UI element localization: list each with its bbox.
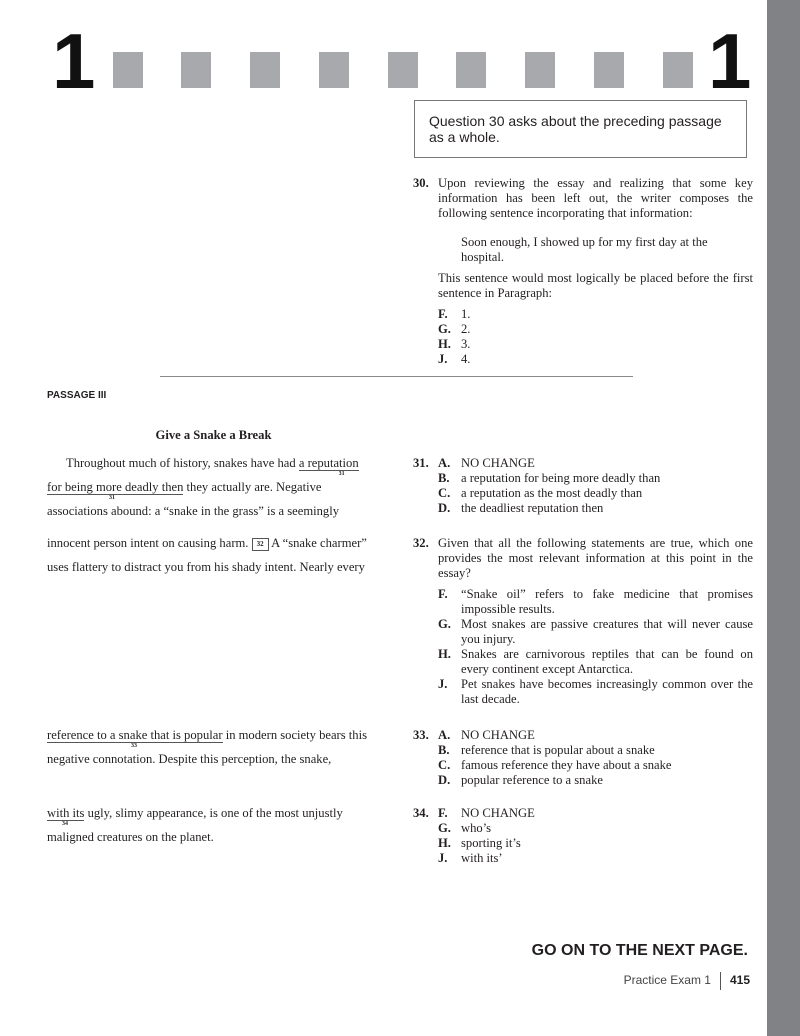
answer-option[interactable]: G. Most snakes are passive creatures that will never cause you injury. — [438, 617, 753, 646]
question-number: 30. — [413, 176, 429, 190]
page-number: 415 — [729, 973, 750, 988]
instruction-box: Question 30 asks about the preceding passage as a whole. — [414, 100, 747, 158]
passage-line: maligned creatures on the planet. — [47, 830, 214, 844]
divider-square — [388, 52, 418, 88]
answer-option[interactable]: F. NO CHANGE — [438, 806, 535, 820]
page-footer — [624, 972, 750, 990]
question-stem: Given that all the following statements are true, which one provides the most relevant information at this point in the essay? — [438, 536, 753, 580]
answer-option[interactable]: B. a reputation for being more deadly than — [438, 471, 661, 485]
question-number: 34. — [413, 806, 429, 820]
answer-option[interactable]: D. the deadliest reputation then — [438, 501, 604, 515]
question-number: 31. — [413, 456, 429, 470]
book-title: Practice Exam 1 — [623, 973, 711, 988]
footer-separator — [720, 972, 721, 990]
passage-line: innocent person intent on causing harm. 32 A “snake charmer” — [47, 536, 367, 550]
answer-option[interactable]: J. with its’ — [438, 851, 503, 865]
answer-option[interactable]: H. 3. — [438, 337, 471, 351]
answer-option[interactable]: D. popular reference to a snake — [438, 773, 603, 787]
divider-square — [181, 52, 211, 88]
underlined-33: reference to a snake that is popular 33 — [47, 728, 223, 749]
passage-line: Throughout much of history, snakes have had a reputation 31 — [66, 456, 359, 477]
passage-line: associations abound: a “snake in the grass” is a seemingly — [47, 504, 340, 518]
question-32 — [413, 536, 753, 707]
question-marker-32: 32 — [252, 538, 269, 551]
answer-option[interactable]: C. famous reference they have about a snake — [438, 758, 672, 772]
question-34 — [413, 806, 753, 866]
passage-title: Give a Snake a Break — [155, 428, 272, 442]
question-30 — [413, 176, 753, 367]
divider-square — [113, 52, 143, 88]
section-number-left: 1 — [52, 17, 92, 105]
divider-square — [525, 52, 555, 88]
question-number: 33. — [413, 728, 429, 742]
answer-option[interactable]: H. Snakes are carnivorous reptiles that can be found on every continent except Antarctica. — [438, 647, 753, 676]
passage-line: negative connotation. Despite this perception, the snake, — [47, 752, 332, 766]
answer-option[interactable]: F. “Snake oil” refers to fake medicine that promises impossible results. — [438, 587, 753, 616]
question-31 — [413, 456, 753, 516]
answer-option[interactable]: G. 2. — [438, 322, 471, 336]
passage-line: uses flattery to distract you from his shady intent. Nearly every — [47, 560, 365, 574]
divider-line — [160, 376, 633, 377]
section-number-right: 1 — [708, 17, 748, 105]
question-number: 32. — [413, 536, 429, 550]
answer-option[interactable]: J. Pet snakes have becomes increasingly common over the last decade. — [438, 677, 753, 706]
answer-option[interactable]: G. who’s — [438, 821, 492, 835]
divider-square — [594, 52, 624, 88]
passage-line: with its 34 ugly, slimy appearance, is one of the most unjustly — [47, 806, 343, 827]
inserted-sentence: Soon enough, I showed up for my first day at the hospital. — [461, 235, 708, 264]
answer-option[interactable]: A. NO CHANGE — [438, 728, 535, 742]
answer-option[interactable]: H. sporting it’s — [438, 836, 521, 850]
page-edge-tab — [767, 0, 800, 1036]
question-prompt: This sentence would most logically be placed before the first sentence in Paragraph: — [438, 271, 753, 300]
underlined-34: with its 34 — [47, 806, 85, 827]
underlined-31: for being more deadly then 31 — [47, 480, 184, 501]
passage-label: PASSAGE III — [47, 390, 107, 401]
answer-option[interactable]: F. 1. — [438, 307, 471, 321]
underlined-31: a reputation 31 — [298, 456, 359, 477]
divider-square — [456, 52, 486, 88]
answer-option[interactable]: C. a reputation as the most deadly than — [438, 486, 643, 500]
go-on-notice: GO ON TO THE NEXT PAGE. — [531, 942, 748, 959]
divider-square — [319, 52, 349, 88]
divider-square — [663, 52, 693, 88]
passage-line: reference to a snake that is popular 33 in modern society bears this — [47, 728, 367, 749]
passage-line: for being more deadly then 31 they actually are. Negative — [47, 480, 322, 501]
question-stem: Upon reviewing the essay and realizing that some key information has been left out, the writer composes the following sentence incorporating that information: — [438, 176, 753, 220]
divider-square — [250, 52, 280, 88]
question-33 — [413, 728, 753, 788]
answer-option[interactable]: A. NO CHANGE — [438, 456, 535, 470]
answer-option[interactable]: J. 4. — [438, 352, 471, 366]
answer-option[interactable]: B. reference that is popular about a snake — [438, 743, 655, 757]
